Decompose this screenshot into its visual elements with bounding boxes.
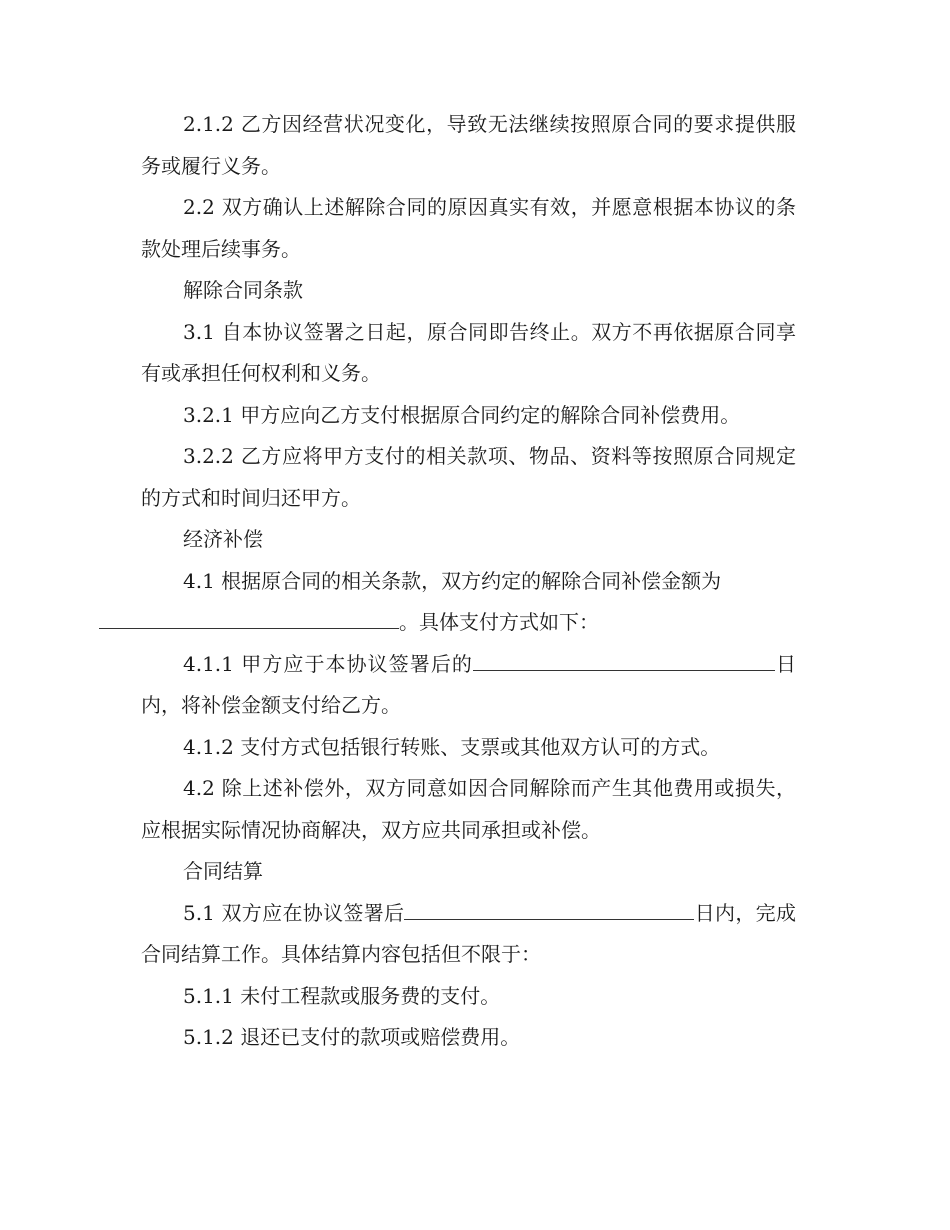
payment-days-blank	[473, 650, 775, 671]
clause-5-1-1: 5.1.1 未付工程款或服务费的支付。	[183, 983, 501, 1008]
clause-3-1: 3.1 自本协议签署之日起，原合同即告终止。双方不再依据原合同享有或承担任何权利和义务。	[141, 319, 796, 385]
clause-2-2: 2.2 双方确认上述解除合同的原因真实有效，并愿意根据本协议的条款处理后续事务。	[141, 195, 796, 261]
document-body	[141, 104, 796, 1059]
clause-4-1-1-text-end: 日内，将补偿金额支付给乙方。	[141, 651, 797, 717]
settlement-days-blank	[404, 899, 694, 920]
clause-4-1-1-text-start: 4.1.1 甲方应于本协议签署后的	[183, 651, 473, 676]
clause-5-1-text-end: 日内，完成合同结算工作。具体结算内容包括但不限于：	[141, 900, 796, 966]
compensation-amount-blank	[99, 608, 399, 629]
section-heading-settlement: 合同结算	[183, 859, 263, 883]
clause-5-1	[141, 893, 796, 976]
clause-5-1-2: 5.1.2 退还已支付的款项或赔偿费用。	[183, 1025, 521, 1049]
clause-4-1-text-end: 。具体支付方式如下：	[399, 610, 599, 634]
clause-4-1-text-start: 4.1 根据原合同的相关条款，双方约定的解除合同补偿金额为	[183, 568, 722, 593]
clause-4-1-1	[141, 644, 796, 727]
clause-4-1	[141, 561, 796, 644]
section-heading-termination-terms: 解除合同条款	[183, 278, 303, 302]
clause-5-1-text-start: 5.1 双方应在协议签署后	[183, 900, 405, 925]
section-heading-compensation: 经济补偿	[183, 527, 263, 551]
clause-3-2-1: 3.2.1 甲方应向乙方支付根据原合同约定的解除合同补偿费用。	[183, 402, 741, 427]
clause-4-2: 4.2 除上述补偿外，双方同意如因合同解除而产生其他费用或损失，应根据实际情况协商解决，双方应共同承担或补偿。	[141, 776, 796, 842]
clause-2-1-2: 2.1.2 乙方因经营状况变化，导致无法继续按照原合同的要求提供服务或履行义务。	[141, 112, 796, 178]
clause-4-1-2: 4.1.2 支付方式包括银行转账、支票或其他双方认可的方式。	[183, 734, 721, 759]
clause-3-2-2: 3.2.2 乙方应将甲方支付的相关款项、物品、资料等按照原合同规定的方式和时间归还甲方。	[141, 444, 796, 510]
